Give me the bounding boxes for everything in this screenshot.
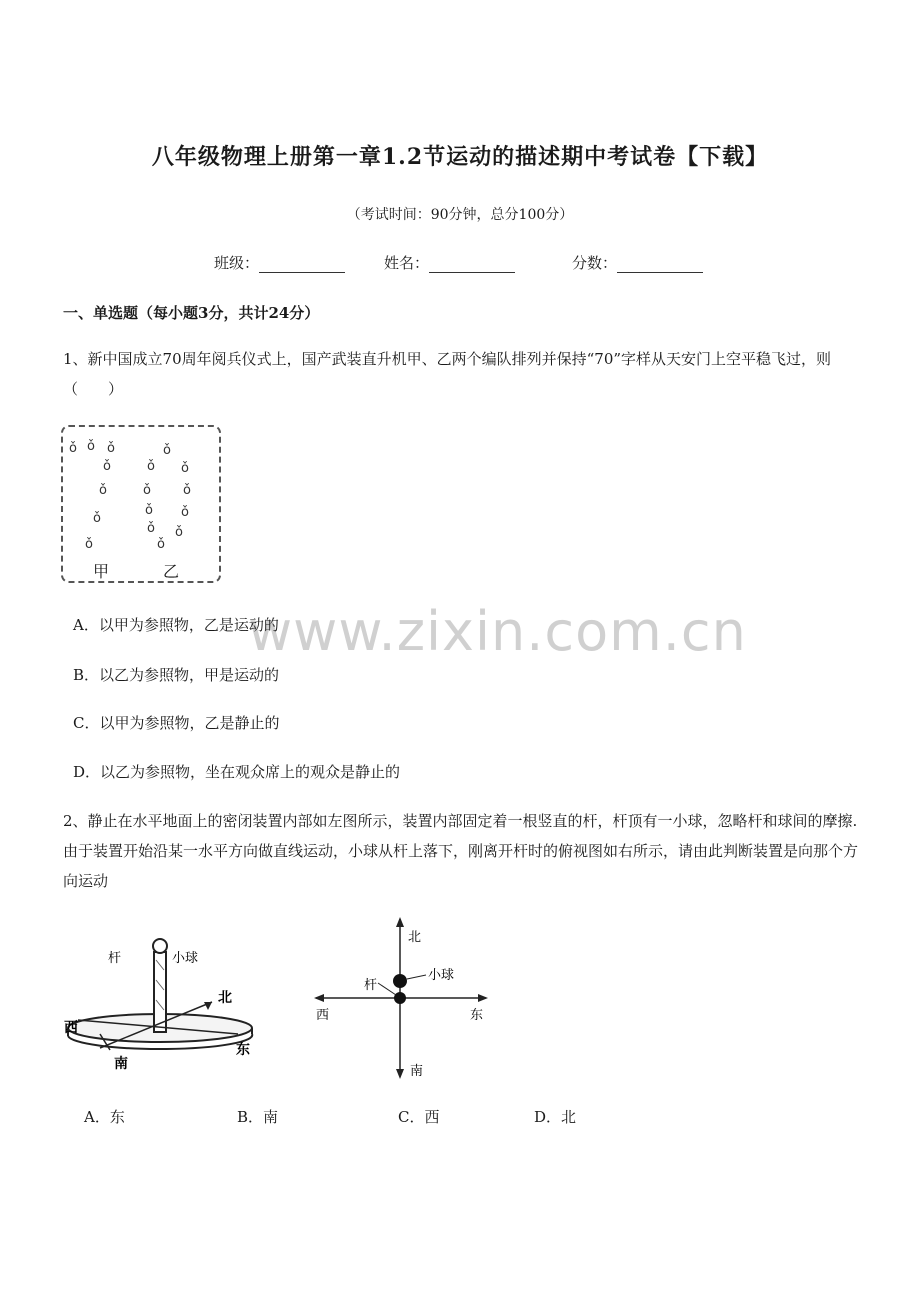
name-blank[interactable] <box>429 256 515 273</box>
question-1-text: 1、新中国成立70周年阅兵仪式上，国产武装直升机甲、乙两个编队排列并保持“70”字样从天安门上空平稳飞过，则（ ） <box>63 350 832 398</box>
east-label: 东 <box>236 1042 250 1058</box>
helicopter-icon: ǒ <box>85 537 93 552</box>
south-label: 南 <box>114 1056 128 1072</box>
helicopter-icon: ǒ <box>157 537 165 552</box>
east-label: 东 <box>470 1008 484 1023</box>
formation-a-label: 甲 <box>93 562 110 581</box>
formation-figure <box>61 425 221 583</box>
q1-option-b[interactable]: B．以乙为参照物，甲是运动的 <box>73 666 280 684</box>
helicopter-icon: ǒ <box>93 511 101 526</box>
watermark: www.zixin.com.cn <box>248 600 747 663</box>
page-title: 八年级物理上册第一章1.2节运动的描述期中考试卷【下载】 <box>151 144 769 170</box>
helicopter-icon: ǒ <box>145 503 153 518</box>
helicopter-icon: ǒ <box>143 483 151 498</box>
ball-label: 小球 <box>428 968 455 983</box>
north-label: 北 <box>408 930 422 945</box>
name-field <box>384 252 515 273</box>
helicopter-icon: ǒ <box>99 483 107 498</box>
south-label: 南 <box>410 1064 424 1079</box>
helicopter-icon: ǒ <box>163 443 171 458</box>
helicopter-icon: ǒ <box>103 459 111 474</box>
rod-label: 杆 <box>364 978 378 993</box>
top-view-figure <box>310 915 495 1085</box>
score-label: 分数： <box>572 254 618 272</box>
q2-option-d[interactable]: D．北 <box>534 1108 577 1126</box>
helicopter-icon: ǒ <box>175 525 183 540</box>
q1-option-c[interactable]: C．以甲为参照物，乙是静止的 <box>73 714 280 732</box>
question-2-text: 2、静止在水平地面上的密闭装置内部如左图所示，装置内部固定着一根竖直的杆，杆顶有一小球，忽略杆和球间的摩擦.由于装置开始沿某一水平方向做直线运动，小球从杆上落下，刚离开杆时的俯视图如右所示，请由此判断装置是向那个方向运动 <box>63 812 859 890</box>
rod-label: 杆 <box>108 951 122 966</box>
class-field <box>214 252 345 273</box>
west-label: 西 <box>316 1008 330 1023</box>
q1-option-d[interactable]: D．以乙为参照物，坐在观众席上的观众是静止的 <box>73 763 401 781</box>
west-label: 西 <box>64 1020 78 1036</box>
q2-option-c[interactable]: C．西 <box>398 1108 440 1126</box>
helicopter-icon: ǒ <box>69 441 77 456</box>
score-field <box>572 252 703 273</box>
helicopter-icon: ǒ <box>87 439 95 454</box>
q2-option-a[interactable]: A．东 <box>84 1108 125 1126</box>
name-label: 姓名： <box>384 254 430 272</box>
class-blank[interactable] <box>259 256 345 273</box>
helicopter-icon: ǒ <box>147 459 155 474</box>
helicopter-icon: ǒ <box>183 483 191 498</box>
helicopter-icon: ǒ <box>181 461 189 476</box>
ball-label: 小球 <box>172 951 199 966</box>
q1-option-a[interactable]: A．以甲为参照物，乙是运动的 <box>73 616 279 634</box>
section-heading: 一、单选题（每小题3分，共计24分） <box>63 304 320 322</box>
exam-subtitle: （考试时间：90分钟，总分100分） <box>346 207 574 223</box>
class-label: 班级： <box>214 254 260 272</box>
north-label: 北 <box>218 990 232 1006</box>
helicopter-icon: ǒ <box>181 505 189 520</box>
q2-option-b[interactable]: B．南 <box>237 1108 279 1126</box>
score-blank[interactable] <box>617 256 703 273</box>
device-figure <box>60 930 260 1075</box>
formation-b-label: 乙 <box>163 562 180 581</box>
helicopter-icon: ǒ <box>107 441 115 456</box>
helicopter-icon: ǒ <box>147 521 155 536</box>
